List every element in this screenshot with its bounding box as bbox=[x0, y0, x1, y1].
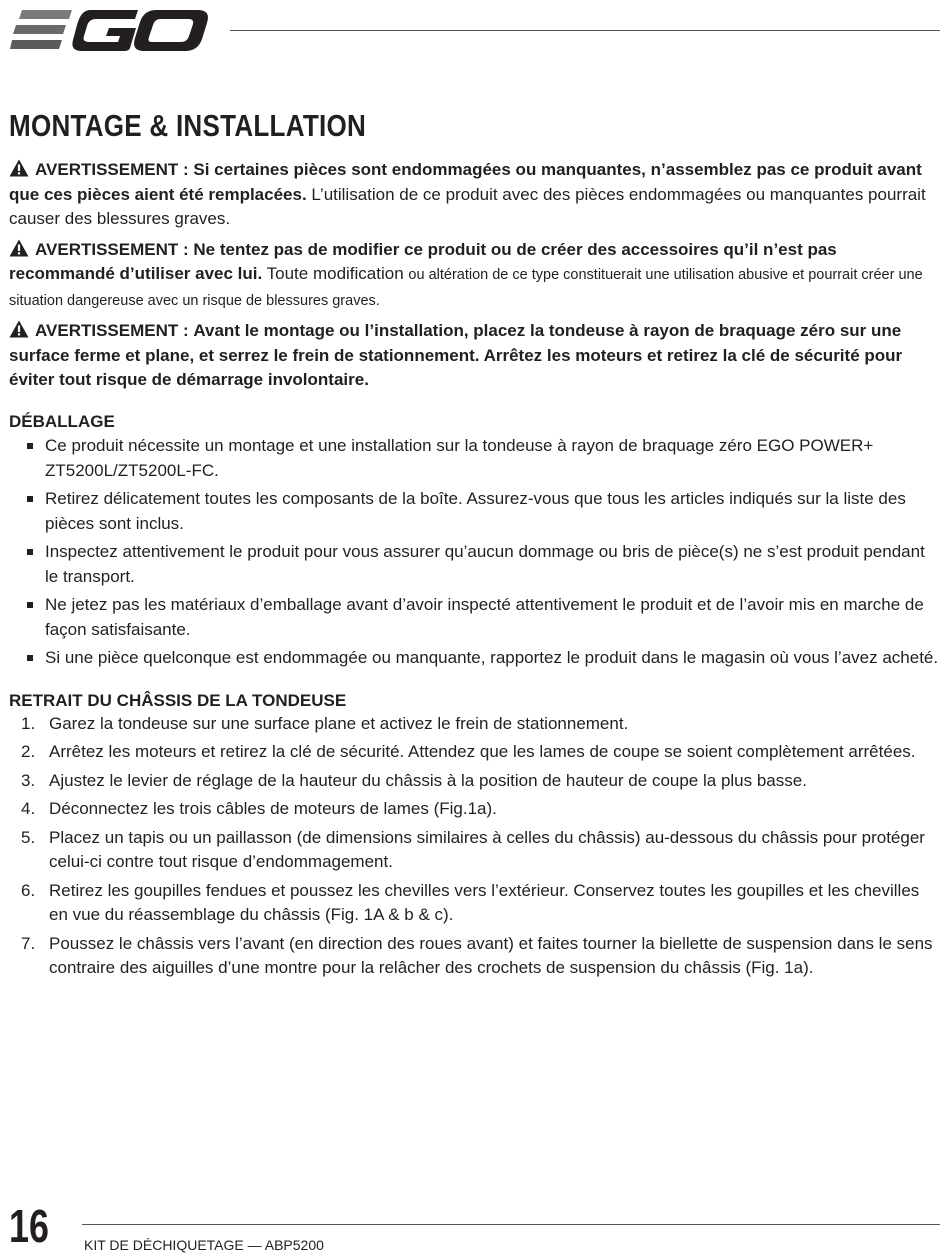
step-number: 2. bbox=[21, 742, 36, 761]
list-item-text: Ne jetez pas les matériaux d’emballage avant d’avoir inspecté attentivement le produit et de l’avoir mis en marche de façon satisfaisante. bbox=[45, 594, 924, 639]
footer-rule bbox=[82, 1224, 940, 1225]
list-item-text: Si une pièce quelconque est endommagée ou manquante, rapportez le produit dans le magasin où vous l’avez acheté. bbox=[45, 647, 939, 667]
square-bullet-icon bbox=[27, 655, 33, 661]
step-item bbox=[9, 769, 941, 794]
list-item-text: Retirez délicatement toutes les composants de la boîte. Assurez-vous que tous les articles indiqués sur la liste des pièces sont inclus. bbox=[45, 488, 906, 533]
warning-bold-text: Si certaines pièces sont endommagées ou manquantes, n’assemblez pas ce produit avant que ces pièces aient été remplacées. bbox=[9, 160, 922, 204]
step-item bbox=[9, 932, 941, 981]
square-bullet-icon bbox=[27, 602, 33, 608]
warning-paragraph bbox=[9, 319, 941, 393]
warning-triangle-icon bbox=[9, 239, 29, 257]
warning-triangle-icon bbox=[9, 320, 29, 338]
square-bullet-icon bbox=[27, 496, 33, 502]
warning-text: L’utilisation de ce produit avec des pièces endommagées ou manquantes pourrait causer des blessures graves. bbox=[9, 184, 926, 228]
page-header bbox=[0, 0, 950, 60]
list-item bbox=[9, 486, 941, 536]
warning-bold-text: Avant le montage ou l’installation, placez la tondeuse à rayon de braquage zéro sur une surface ferme et plane, et serrez le frein de stationnement. Arrêtez les moteurs et retirez la clé de sécurité pour éviter tout risque de démarrage involontaire. bbox=[9, 321, 903, 389]
step-text: Placez un tapis ou un paillasson (de dimensions similaires à celles du châssis) au-dessous du châssis pour protéger celui-ci contre tout risque d’endommagement. bbox=[49, 827, 925, 871]
list-item-text: Inspectez attentivement le produit pour vous assurer qu’aucun dommage ou bris de pièce(s) ne s’est produit pendant le transport. bbox=[45, 541, 925, 586]
step-number: 4. bbox=[21, 799, 36, 818]
step-number: 6. bbox=[21, 880, 36, 900]
warning-paragraph bbox=[9, 238, 941, 314]
step-item bbox=[9, 879, 941, 928]
step-text: Déconnectez les trois câbles de moteurs de lames (Fig.1a). bbox=[49, 799, 497, 818]
warning-text: Toute modification bbox=[266, 264, 404, 283]
list-item bbox=[9, 592, 941, 642]
step-item bbox=[9, 712, 941, 737]
step-text: Poussez le châssis vers l’avant (en direction des roues avant) et faites tourner la biellette de suspension dans le sens contraire des aiguilles d’une montre pour la relâcher des crochets de suspension du châssis (Fig. 1a). bbox=[49, 933, 933, 977]
square-bullet-icon bbox=[27, 549, 33, 555]
warning-small-text: ou altération de ce type constituerait une utilisation abusive et pourrait créer une situation dangereuse avec un risque de blessures graves. bbox=[9, 267, 923, 309]
step-number: 1. bbox=[21, 713, 36, 733]
list-item bbox=[9, 645, 941, 670]
step-text: Arrêtez les moteurs et retirez la clé de sécurité. Attendez que les lames de coupe se soient complètement arrêtées. bbox=[49, 742, 916, 761]
unpacking-list bbox=[9, 433, 941, 670]
removal-heading: RETRAIT DU CHÂSSIS DE LA TONDEUSE bbox=[9, 690, 347, 710]
list-item-text: Ce produit nécessite un montage et une installation sur la tondeuse à rayon de braquage zéro EGO POWER+ ZT5200L/ZT5200L-FC. bbox=[45, 435, 874, 480]
warning-bold-text: Ne tentez pas de modifier ce produit ou de créer des accessoires qu’il n’est pas recommandé d’utiliser avec lui. bbox=[9, 239, 837, 283]
list-item bbox=[9, 433, 941, 483]
step-item bbox=[9, 740, 941, 765]
step-number: 3. bbox=[21, 770, 36, 790]
step-item bbox=[9, 826, 941, 875]
warning-triangle-icon bbox=[9, 159, 29, 177]
list-item bbox=[9, 539, 941, 589]
header-rule bbox=[230, 30, 940, 31]
warning-paragraph bbox=[9, 158, 941, 232]
footer-doc-title: KIT DE DÉCHIQUETAGE — ABP5200 bbox=[84, 1237, 324, 1253]
warning-label: AVERTISSEMENT : bbox=[35, 239, 189, 259]
square-bullet-icon bbox=[27, 443, 33, 449]
step-item bbox=[9, 797, 941, 822]
page-number: 16 bbox=[9, 1200, 49, 1252]
step-text: Garez la tondeuse sur une surface plane et activez le frein de stationnement. bbox=[49, 713, 629, 733]
step-number: 7. bbox=[21, 933, 36, 953]
page-title: MONTAGE & INSTALLATION bbox=[9, 108, 367, 143]
warning-label: AVERTISSEMENT : bbox=[35, 321, 189, 340]
step-number: 5. bbox=[21, 827, 36, 847]
removal-steps bbox=[9, 712, 941, 981]
step-text: Ajustez le levier de réglage de la hauteur du châssis à la position de hauteur de coupe la plus basse. bbox=[49, 770, 807, 790]
unpacking-heading: DÉBALLAGE bbox=[9, 411, 115, 431]
page-content bbox=[9, 108, 941, 985]
ego-logo bbox=[10, 8, 210, 52]
step-text: Retirez les goupilles fendues et poussez les chevilles vers l’extérieur. Conservez toutes les goupilles et les chevilles en vue du réassemblage du châssis (Fig. 1A & b & c). bbox=[49, 880, 920, 924]
warning-label: AVERTISSEMENT : bbox=[35, 160, 189, 179]
warnings bbox=[9, 158, 941, 393]
